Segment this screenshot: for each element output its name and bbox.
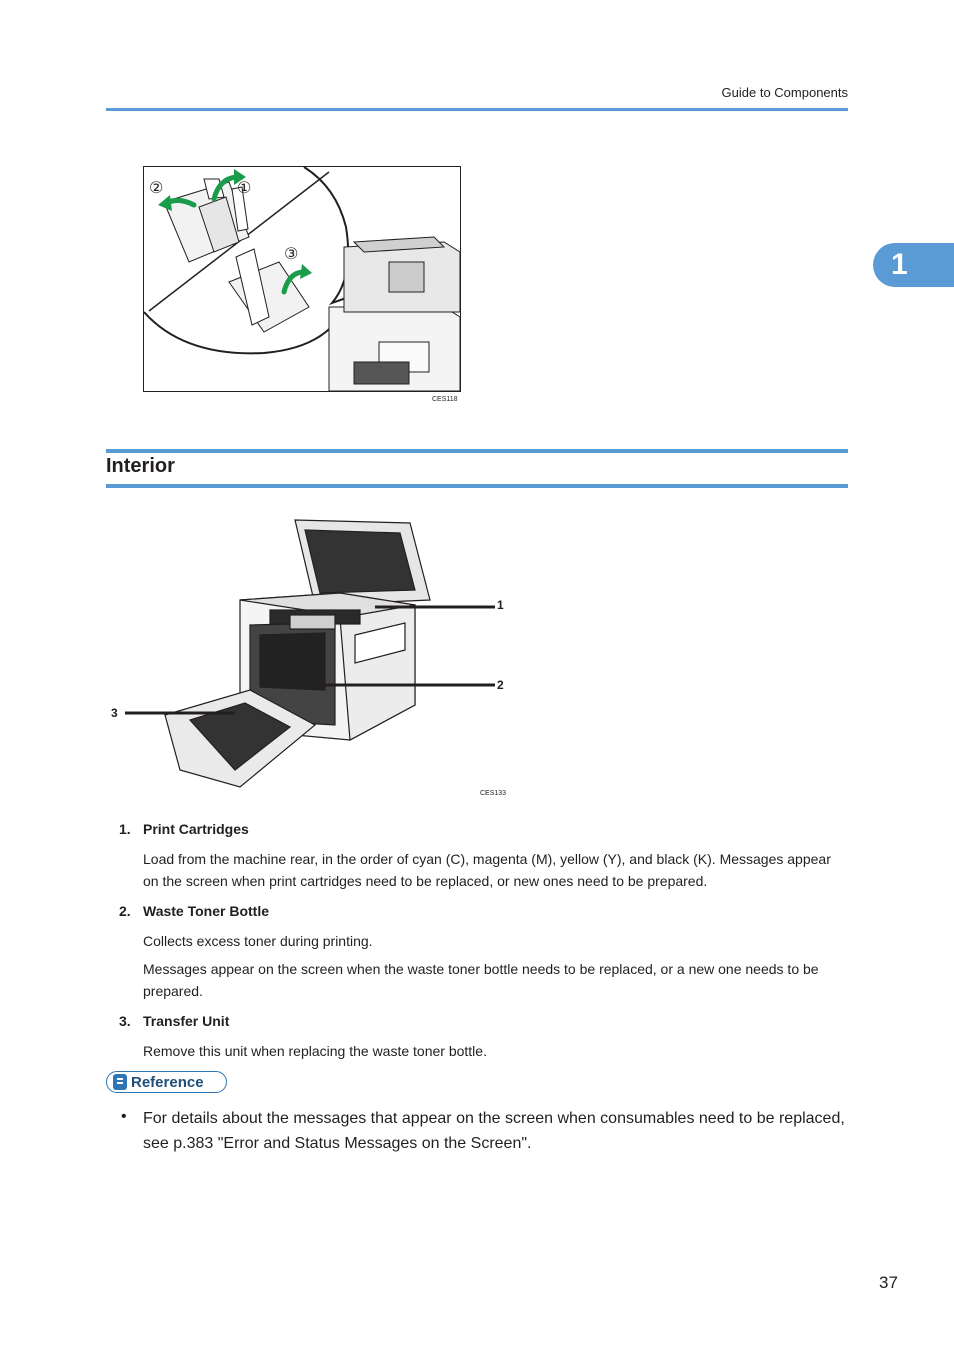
item-title-print-cartridges — [119, 821, 249, 837]
item-description: Remove this unit when replacing the waste toner bottle. — [143, 1043, 487, 1059]
item-number: 2. — [119, 903, 131, 919]
item-description: Collects excess toner during printing. — [143, 933, 373, 949]
item-title-transfer-unit — [119, 1013, 229, 1029]
reference-text: For details about the messages that appear on the screen when consumables need to be replaced, see p.383 "Error and Status Messages on the Screen". — [143, 1110, 845, 1152]
callout-3: 3 — [111, 706, 118, 720]
callout-2: 2 — [497, 678, 504, 692]
header-rule — [106, 108, 848, 111]
callout-1: 1 — [497, 598, 504, 612]
item-number: 1. — [119, 821, 131, 837]
paper-guide-illustration — [144, 167, 460, 391]
section-title: Interior — [106, 455, 175, 477]
figure-code-ces133: CES133 — [480, 790, 507, 797]
section-rule-bottom — [106, 484, 848, 488]
reference-label: Reference — [131, 1073, 204, 1091]
paper-guide-figure — [143, 166, 461, 392]
item-description: Messages appear on the screen when the waste toner bottle needs to be replaced, or a new one needs to be prepared. — [143, 961, 819, 999]
item-description: Load from the machine rear, in the order of cyan (C), magenta (M), yellow (Y), and black (K). Messages appear on the screen when print cartridges need to be replaced, or new ones need to be prepared. — [143, 851, 831, 889]
figure-code-ces118: CES118 — [432, 396, 458, 403]
step-mark-1: ① — [237, 180, 252, 197]
item-title-text: Print Cartridges — [143, 821, 249, 837]
bullet-mark: • — [121, 1108, 127, 1125]
page-number: 37 — [879, 1273, 898, 1292]
step-mark-2: ② — [149, 180, 164, 197]
item-title-text: Transfer Unit — [143, 1013, 230, 1029]
chapter-tab: 1 — [873, 243, 954, 287]
section-rule-top — [106, 449, 848, 453]
step-mark-3: ③ — [284, 246, 299, 263]
item-number: 3. — [119, 1013, 131, 1029]
item-title-text: Waste Toner Bottle — [143, 903, 270, 919]
printer-interior-illustration — [110, 515, 510, 795]
reference-badge — [106, 1071, 227, 1093]
document-icon — [113, 1074, 127, 1090]
running-header: Guide to Components — [721, 85, 848, 100]
item-title-waste-toner-bottle — [119, 903, 269, 919]
